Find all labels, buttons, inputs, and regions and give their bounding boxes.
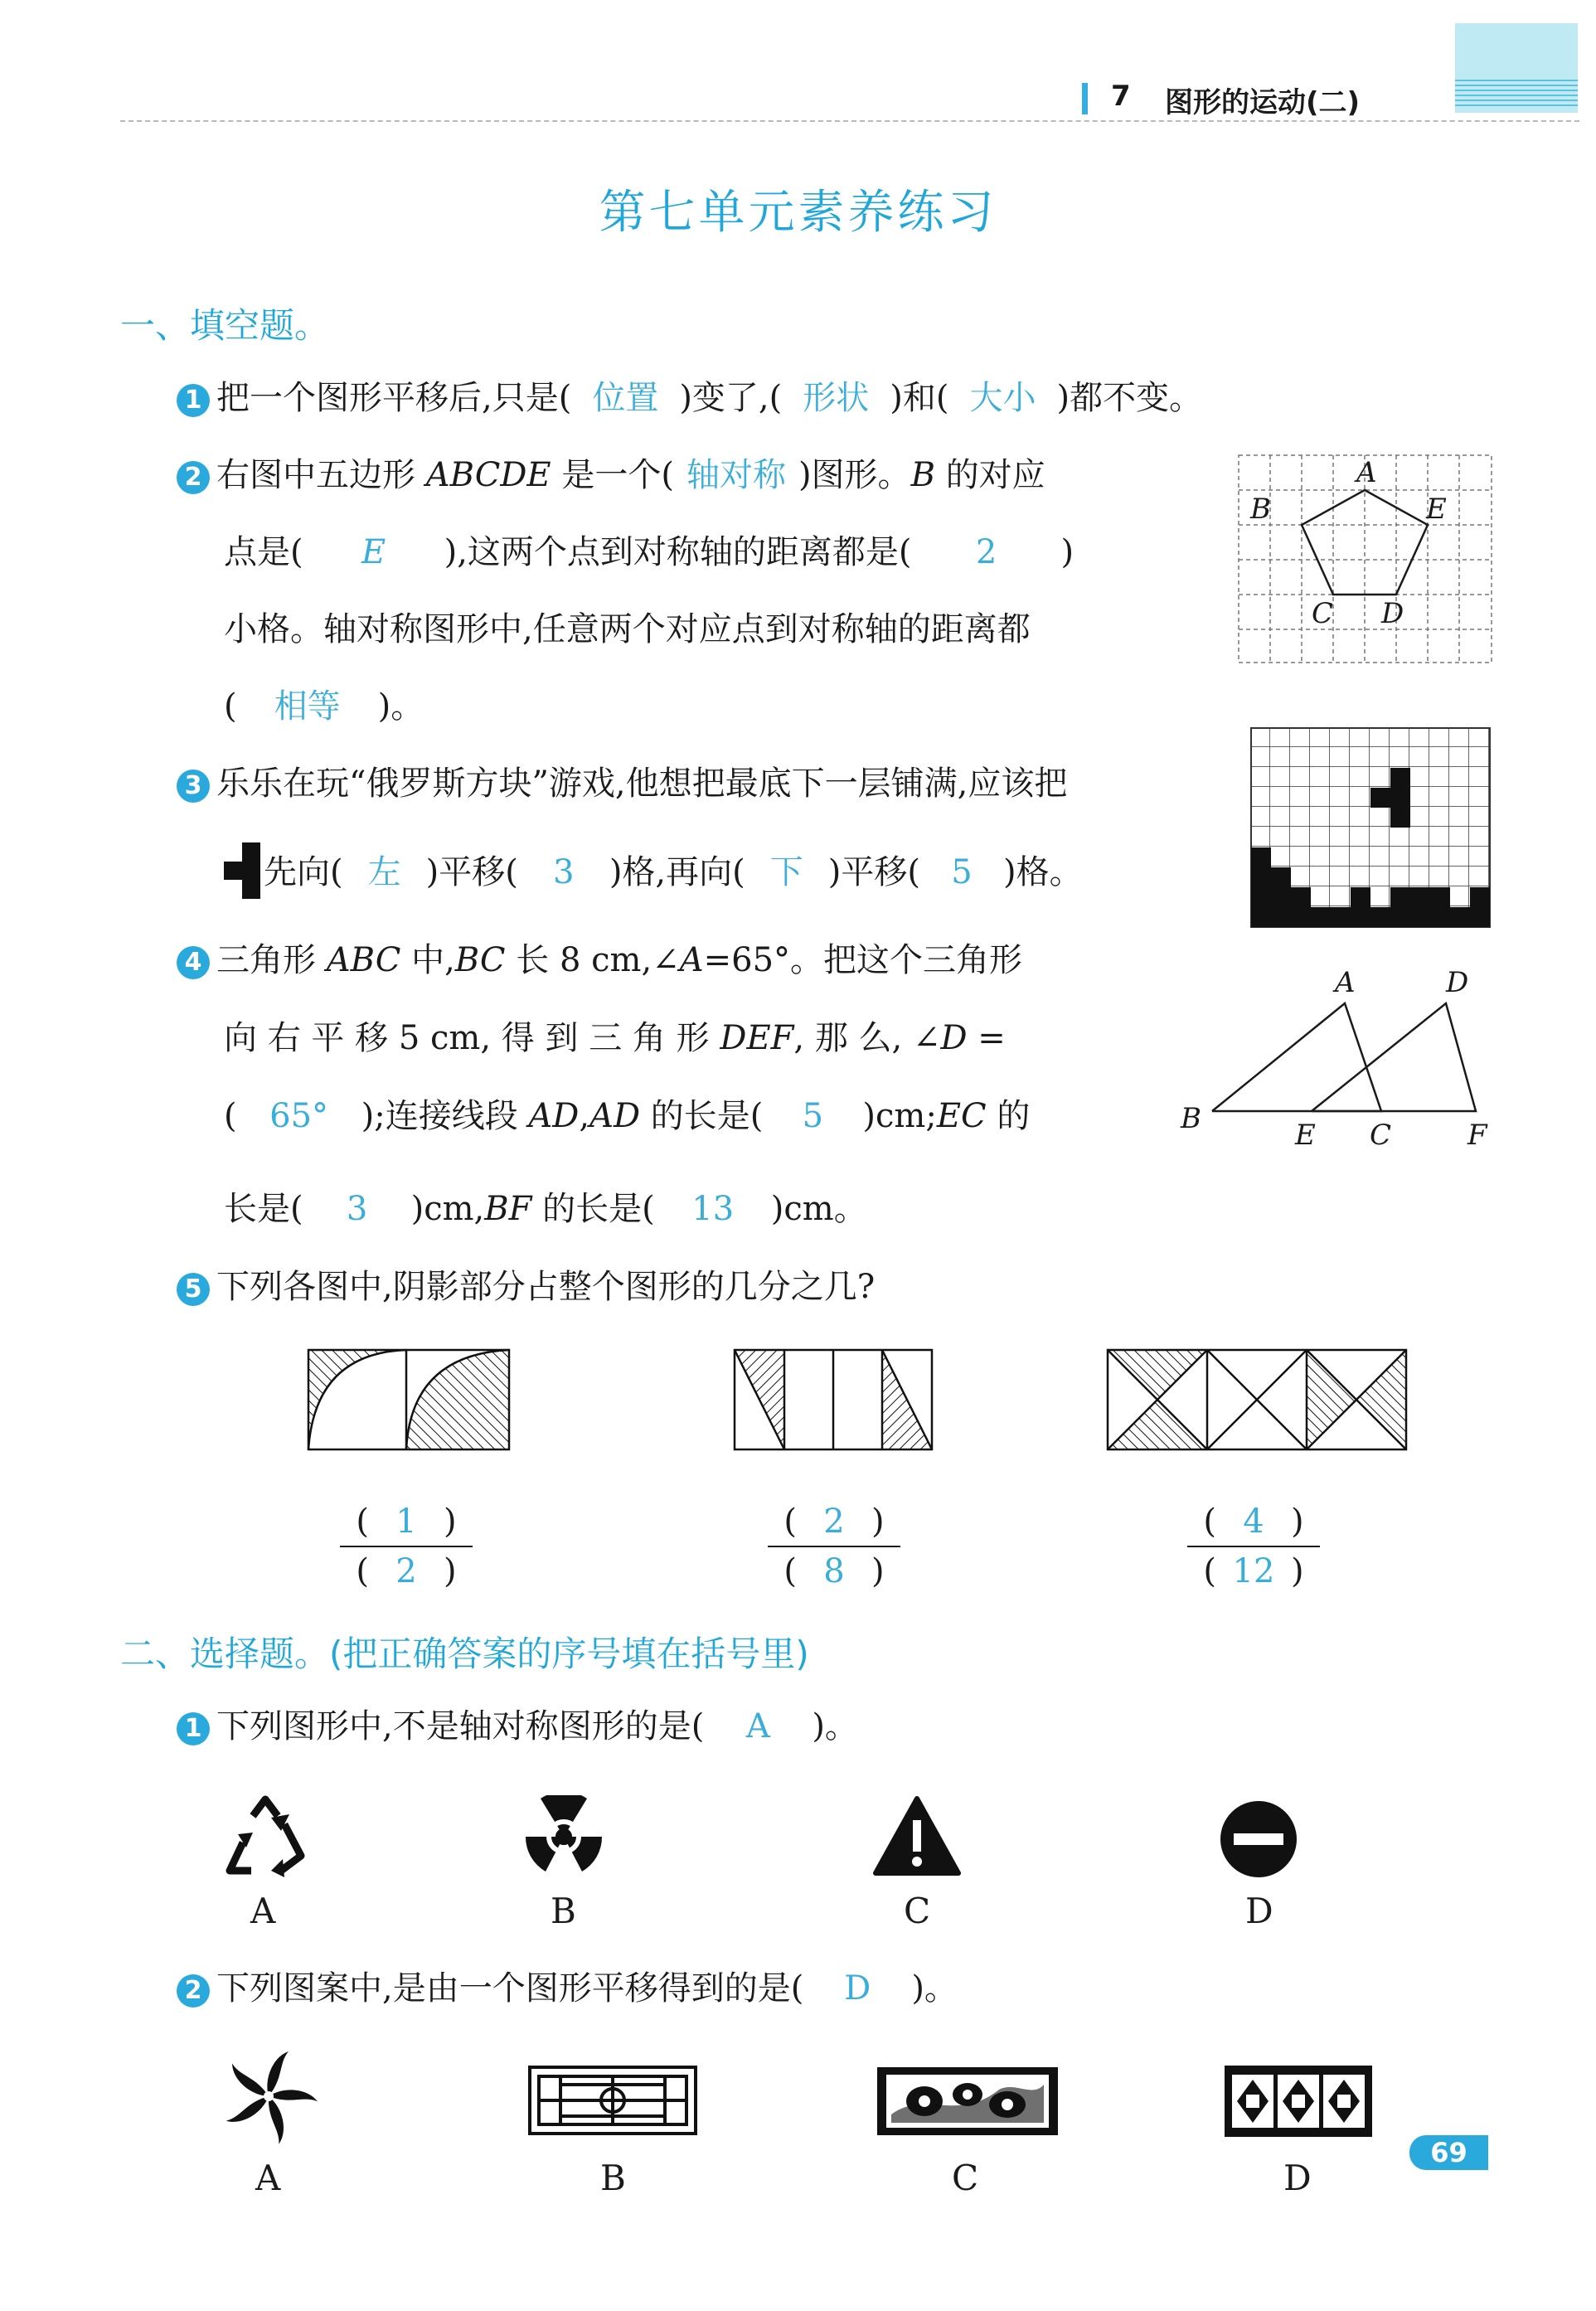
- text: A: [679, 941, 704, 979]
- text: , 那 么, ∠: [793, 1019, 941, 1057]
- answer-field[interactable]: 5: [951, 853, 973, 891]
- denominator[interactable]: 12: [1232, 1552, 1275, 1590]
- fraction-figure-2: [735, 1350, 932, 1449]
- radiation-icon: [522, 1795, 605, 1878]
- header-divider: [120, 120, 1579, 122]
- text: 长是(: [224, 1190, 303, 1228]
- q1-3-line1: [177, 767, 1067, 803]
- answer-field[interactable]: 5: [802, 1097, 824, 1135]
- text: EC: [936, 1097, 987, 1135]
- answer-field[interactable]: 轴对称: [686, 456, 786, 494]
- text: AD: [589, 1097, 641, 1135]
- unit-number: 7: [1111, 80, 1131, 113]
- repeat-pattern-icon: [1222, 2063, 1375, 2139]
- text: )图形。: [798, 456, 911, 494]
- answer-field[interactable]: 13: [691, 1190, 735, 1228]
- option-b-label: B: [551, 1891, 576, 1931]
- text: 三角形: [216, 941, 316, 979]
- numerator[interactable]: 2: [823, 1503, 845, 1541]
- fraction-answer-3[interactable]: [1187, 1499, 1320, 1594]
- text: )和(: [890, 379, 949, 417]
- vertex-label-b: B: [1250, 493, 1271, 526]
- text: D: [940, 1019, 968, 1057]
- page-title: 第七单元素养练习: [599, 186, 997, 240]
- vertex-label-a: A: [1356, 456, 1377, 489]
- answer-field[interactable]: 大小: [969, 379, 1036, 417]
- option-a-label: A: [255, 2158, 281, 2198]
- warning-icon: [872, 1795, 962, 1876]
- recycle-icon: [220, 1791, 311, 1882]
- vertex-label-c: C: [1370, 1119, 1392, 1152]
- text: )格,再向(: [609, 853, 745, 891]
- q-number-badge: 2: [177, 461, 210, 494]
- text: )都不变。: [1056, 379, 1203, 417]
- text: (: [224, 1097, 237, 1135]
- q-number-badge: 3: [177, 770, 210, 803]
- q1-4-line1: [177, 941, 1023, 979]
- paren: ): [1291, 1552, 1304, 1590]
- text: )格。: [1002, 853, 1083, 891]
- text: B: [910, 456, 935, 494]
- text: ,: [579, 1097, 590, 1135]
- q1-1: [177, 381, 1202, 417]
- option-a-label: A: [250, 1891, 276, 1931]
- q1-4-line3: [224, 1097, 1031, 1135]
- header-bar: [1082, 83, 1088, 114]
- q-number-badge: 1: [177, 384, 210, 417]
- q1-5: [177, 1270, 875, 1306]
- text: BF: [484, 1190, 532, 1228]
- text: )cm。: [770, 1190, 867, 1228]
- numerator[interactable]: 4: [1243, 1503, 1264, 1541]
- text: 先向(: [264, 853, 343, 891]
- t-tetromino-icon: [221, 839, 264, 902]
- text: DEF: [720, 1019, 794, 1057]
- answer-field[interactable]: 形状: [803, 379, 870, 417]
- text: );连接线段: [361, 1097, 518, 1135]
- header-tab-stripes: [1455, 76, 1578, 109]
- paren: (: [783, 1503, 797, 1541]
- answer-field[interactable]: 下: [769, 853, 803, 891]
- vertex-label-c: C: [1312, 597, 1334, 630]
- text: )cm,: [410, 1190, 485, 1228]
- paren: (: [1203, 1552, 1216, 1590]
- paren: ): [871, 1552, 885, 1590]
- section2-heading: 二、选择题。(把正确答案的序号填在括号里): [120, 1634, 809, 1674]
- q1-2-line1: [177, 456, 1045, 494]
- fraction-figures: [0, 1335, 1596, 1459]
- unit-title: 图形的运动(二): [1165, 86, 1361, 119]
- text: 长 8 cm,∠: [516, 941, 680, 979]
- text: ),这两个点到对称轴的距离都是(: [444, 533, 912, 571]
- text: =: [977, 1019, 1006, 1057]
- text: 中,: [411, 941, 455, 979]
- q-number-badge: 5: [177, 1273, 210, 1306]
- q-number-badge: 1: [177, 1712, 210, 1745]
- text: 的长是(: [650, 1097, 764, 1135]
- answer-field[interactable]: A: [745, 1707, 770, 1745]
- text: 乐乐在玩“俄罗斯方块”游戏,他想把最底下一层铺满,应该把: [216, 765, 1068, 803]
- text: )。: [377, 687, 424, 726]
- text: 下列图形中,不是轴对称图形的是(: [216, 1707, 705, 1745]
- paren: ): [444, 1552, 457, 1590]
- q1-4-line2: [224, 1019, 1006, 1057]
- option-c-label: C: [904, 1891, 931, 1931]
- option-c-label: C: [952, 2158, 979, 2198]
- text: )平移(: [425, 853, 518, 891]
- text: 点是(: [224, 533, 303, 571]
- paren: (: [1203, 1503, 1216, 1541]
- q1-2-line3: 小格。轴对称图形中,任意两个对应点到对称轴的距离都: [224, 610, 1031, 648]
- paren: (: [356, 1552, 369, 1590]
- paren: (: [783, 1552, 797, 1590]
- answer-field[interactable]: E: [361, 533, 386, 571]
- answer-field[interactable]: 2: [975, 533, 997, 571]
- text: )。: [911, 1969, 958, 2008]
- paren: ): [871, 1503, 885, 1541]
- page-number: 69: [1409, 2135, 1488, 2170]
- answer-field[interactable]: 3: [553, 853, 575, 891]
- text: (: [224, 687, 237, 726]
- tetris-grid-figure: [1249, 726, 1493, 929]
- fraction-figure-3: [1108, 1350, 1406, 1449]
- text: 是一个(: [561, 456, 674, 494]
- text: 下列图案中,是由一个图形平移得到的是(: [216, 1969, 804, 2008]
- q-number-badge: 2: [177, 1974, 210, 2008]
- fraction-bar: [768, 1546, 900, 1547]
- vertex-label-d: D: [1381, 597, 1404, 630]
- text: )变了,(: [679, 379, 783, 417]
- bauhinia-icon: [220, 2048, 318, 2144]
- section1-heading: 一、填空题。: [120, 305, 330, 346]
- text: 右图中五边形: [216, 456, 415, 494]
- no-entry-icon: [1219, 1799, 1298, 1879]
- text: 把一个图形平移后,只是(: [216, 379, 572, 417]
- text: 下列各图中,阴影部分占整个图形的几分之几?: [216, 1268, 876, 1306]
- text: 向 右 平 移 5 cm, 得 到 三 角 形: [224, 1019, 710, 1057]
- vertex-label-d: D: [1446, 966, 1469, 999]
- q1-4-line4: [224, 1192, 867, 1226]
- answer-field[interactable]: 左: [367, 853, 401, 891]
- option-d-label: D: [1283, 2158, 1312, 2198]
- answer-field[interactable]: 相等: [274, 687, 341, 726]
- text: )平移(: [827, 853, 920, 891]
- q2-2: [177, 1969, 958, 2008]
- paren: (: [356, 1503, 369, 1541]
- option-b-label: B: [600, 2158, 626, 2198]
- vertex-label-f: F: [1467, 1119, 1487, 1152]
- q1-2-line4: [224, 687, 424, 726]
- text: )。: [812, 1707, 858, 1745]
- triangle-translation-figure: [1169, 962, 1501, 1161]
- denominator[interactable]: 8: [823, 1552, 845, 1590]
- fraction-figure-1: [308, 1350, 509, 1449]
- text: 的长是(: [542, 1190, 655, 1228]
- numerator[interactable]: 1: [395, 1503, 417, 1541]
- text: ABC: [326, 941, 401, 979]
- fraction-bar: [1187, 1546, 1320, 1547]
- q-number-badge: 4: [177, 946, 210, 979]
- q2-1: [177, 1707, 858, 1745]
- vertex-label-b: B: [1181, 1102, 1201, 1135]
- text: BC: [454, 941, 506, 979]
- answer-field[interactable]: 3: [346, 1190, 368, 1228]
- text: 的: [997, 1097, 1031, 1135]
- window-lattice-icon: [527, 2065, 698, 2136]
- denominator[interactable]: 2: [395, 1552, 417, 1590]
- vertex-label-e: E: [1426, 493, 1447, 526]
- vertex-label-e: E: [1295, 1119, 1316, 1152]
- text: ABCDE: [425, 456, 551, 494]
- q1-2-line2: [224, 533, 1075, 571]
- answer-field[interactable]: 位置: [592, 379, 659, 417]
- fraction-answer-2[interactable]: [768, 1499, 900, 1594]
- q1-3-line2: [264, 853, 1083, 891]
- text: AD: [528, 1097, 580, 1135]
- paren: ): [1291, 1503, 1304, 1541]
- fraction-answer-1[interactable]: [340, 1499, 473, 1594]
- answer-field[interactable]: D: [844, 1969, 871, 2008]
- floral-carving-icon: [875, 2065, 1060, 2138]
- text: )cm;: [862, 1097, 937, 1135]
- option-d-label: D: [1245, 1891, 1273, 1931]
- pentagon-grid-figure: [1235, 452, 1497, 669]
- text: 的对应: [945, 456, 1045, 494]
- answer-field[interactable]: 65°: [269, 1097, 329, 1135]
- pentagon: [1302, 490, 1428, 595]
- vertex-label-a: A: [1335, 966, 1356, 999]
- text: ): [1060, 533, 1075, 571]
- fraction-bar: [340, 1546, 473, 1547]
- text: =65°。把这个三角形: [703, 941, 1023, 979]
- paren: ): [444, 1503, 457, 1541]
